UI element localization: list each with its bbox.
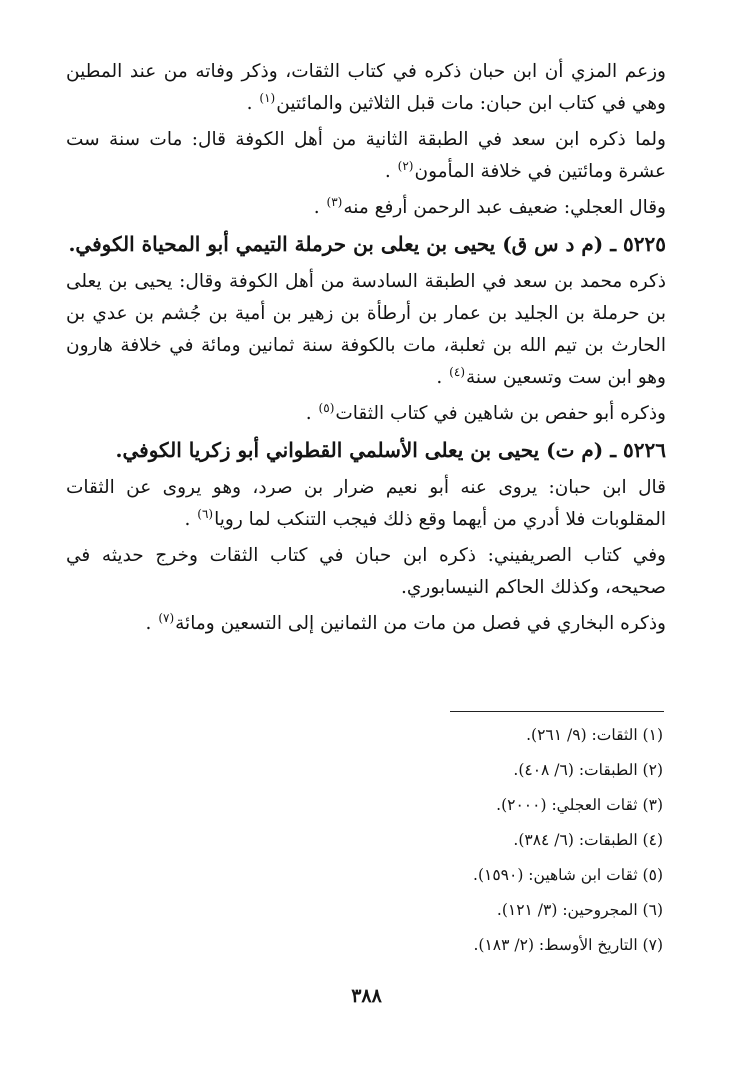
footnote-ref-1[interactable]: (١) [259, 90, 276, 105]
paragraph-entry-5226-sarifini: وفي كتاب الصريفيني: ذكره ابن حبان في كتاب الثقات وخرج حديثه في صحيحه، وكذلك الحاكم النيسابوري. [66, 545, 666, 598]
footnotes-list [63, 718, 663, 963]
footnote-1: (١) الثقات: (٩/ ٢٦١). [526, 726, 663, 744]
paragraph-entry-5225-ibn-shahin: وذكره أبو حفص بن شاهين في كتاب الثقات$^{(٥)}$ . [305, 400, 666, 424]
main-text [66, 56, 666, 644]
page-number: ٣٨٨ [351, 985, 382, 1007]
paragraph-ibn-saad: ولما ذكره ابن سعد في الطبقة الثانية من أهل الكوفة قال: مات سنة ست عشرة ومائتين في خلافة المأمون$^{(٢)}$ . [66, 129, 666, 182]
entry-heading-5226: ٥٢٢٦ ـ (م ت) يحيى بن يعلى الأسلمي القطواني أبو زكريا الكوفي. [115, 438, 666, 462]
footnote-ref-5[interactable]: (٥) [318, 400, 335, 415]
entry-heading-5225: ٥٢٢٥ ـ (م د س ق) يحيى بن يعلى بن حرملة التيمي أبو المحياة الكوفي. [68, 232, 666, 256]
footnote-ref-6[interactable]: (٦) [197, 506, 214, 521]
footnote-5: (٥) ثقات ابن شاهين: (١٥٩٠). [473, 866, 663, 884]
footnote-7: (٧) التاريخ الأوسط: (٢/ ١٨٣). [473, 936, 663, 954]
paragraph-entry-5226-ibn-hibban: قال ابن حبان: يروى عنه أبو نعيم ضرار بن صرد، وهو يروى عن الثقات المقلوبات فلا أدري من أيهما وقع ذلك فيجب التنكب لما رويا$^{(٦)}$ . [66, 477, 666, 530]
footnote-3: (٣) ثقات العجلي: (٢٠٠٠). [496, 796, 663, 814]
footnote-ref-3[interactable]: (٣) [326, 194, 343, 209]
footnote-divider [450, 711, 664, 712]
paragraph-entry-5225-ibn-saad: ذكره محمد بن سعد في الطبقة السادسة من أهل الكوفة وقال: يحيى بن يعلى بن حرملة بن الجليد بن عمار بن أرطأة بن زهير بن أمية بن جُشم بن عدي بن الحارث بن تيم الله بن ثعلبة، مات بالكوفة سنة ثمانين ومائة في خلافة هارون وهو ابن ست وتسعين سنة$^{(٤)}$ . [66, 271, 666, 388]
paragraph-entry-5226-bukhari: وذكره البخاري في فصل من مات من الثمانين إلى التسعين ومائة$^{(٧)}$ . [145, 610, 666, 634]
paragraph-mizzi-claim: وزعم المزي أن ابن حبان ذكره في كتاب الثقات، وذكر وفاته من عند المطين وهي في كتاب ابن حبان: مات قبل الثلاثين والمائتين$^{(١)}$ . [66, 61, 666, 114]
footnote-4: (٤) الطبقات: (٦/ ٣٨٤). [513, 831, 663, 849]
paragraph-ajli: وقال العجلي: ضعيف عبد الرحمن أرفع منه$^{(٣)}$ . [313, 194, 666, 218]
footnote-6: (٦) المجروحين: (٣/ ١٢١). [496, 901, 663, 919]
footnote-ref-2[interactable]: (٢) [397, 158, 414, 173]
footnote-ref-4[interactable]: (٤) [449, 364, 465, 379]
footnote-ref-7[interactable]: (٧) [158, 610, 175, 625]
footnote-2: (٢) الطبقات: (٦/ ٤٠٨). [513, 761, 663, 779]
